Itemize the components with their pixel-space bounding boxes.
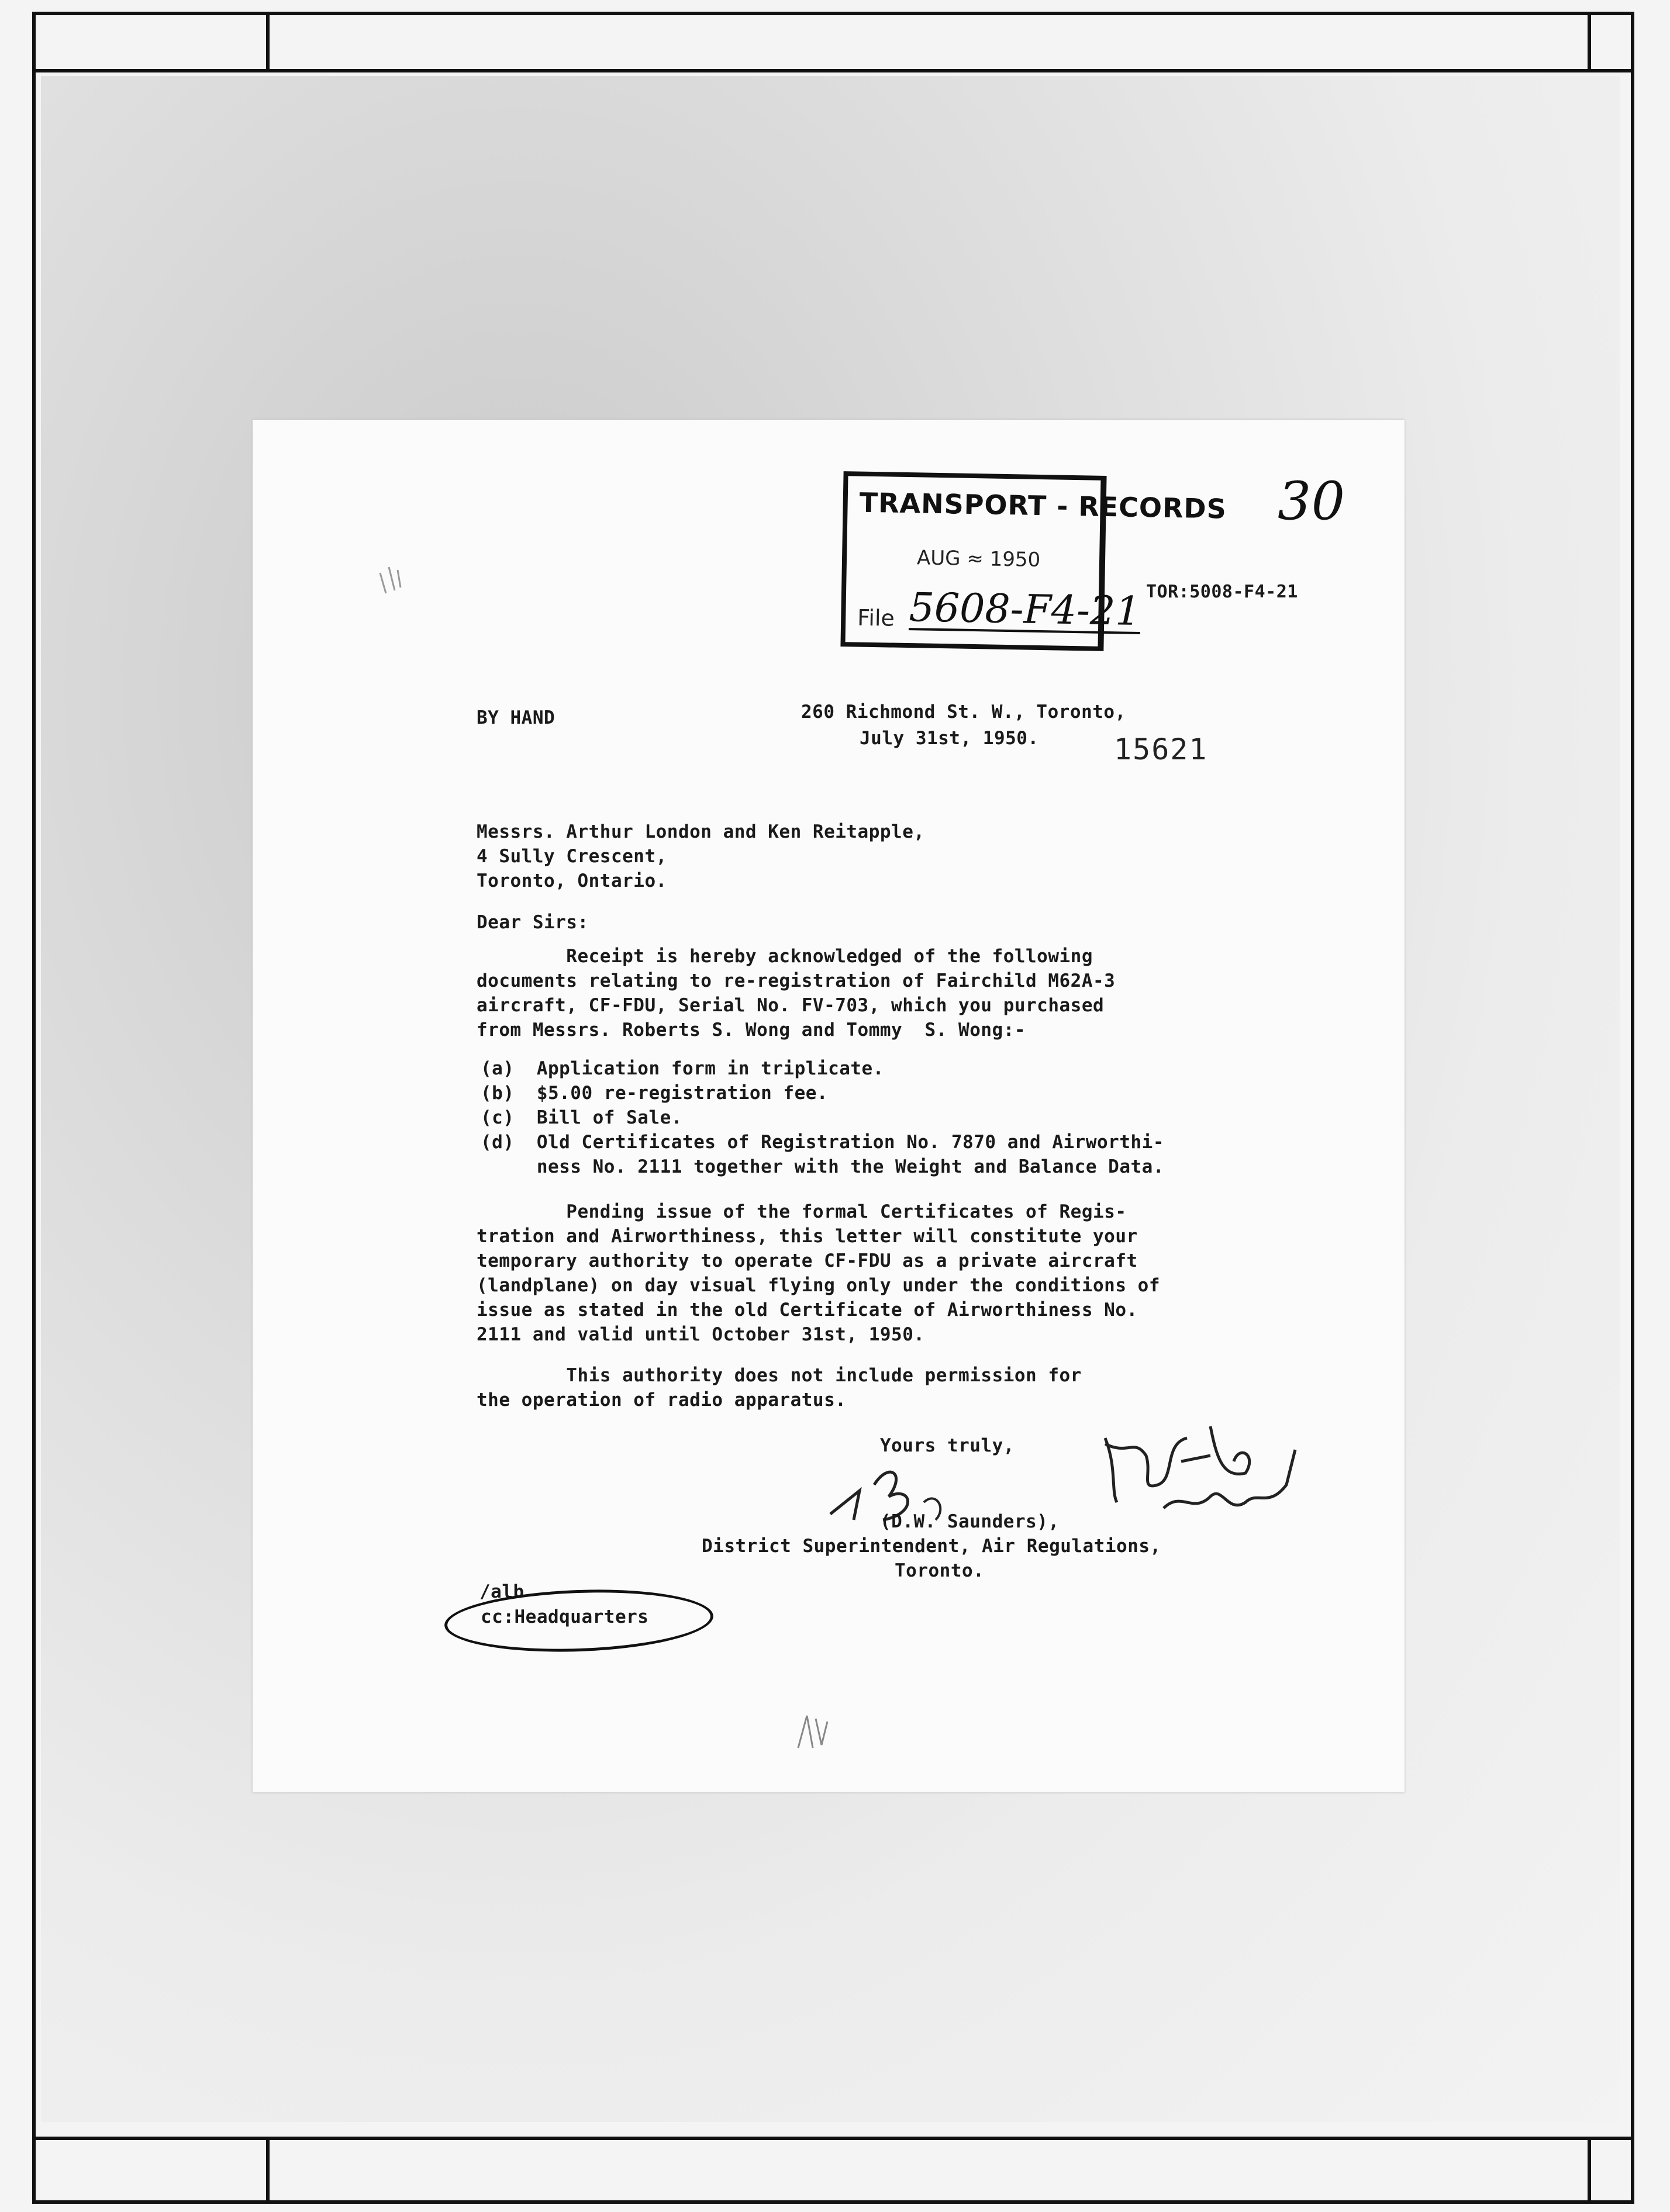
carbon-copy-line: cc:Headquarters: [481, 1606, 649, 1627]
recipient-line-3: Toronto, Ontario.: [477, 870, 667, 891]
pencil-initials: [789, 1707, 836, 1760]
page-number: 30: [1278, 471, 1345, 532]
paragraph-1-line-2: documents relating to re-registration of Fairchild M62A-3: [477, 970, 1116, 991]
paragraph-2-line-5: issue as stated in the old Certificate of Airworthiness No.: [477, 1299, 1138, 1321]
letter-paper: [253, 420, 1405, 1792]
list-item-d: (d) Old Certificates of Registration No. 7870 and Airworthi-: [481, 1132, 1164, 1153]
handwritten-noted-note: [1093, 1420, 1304, 1526]
list-item-d-continued: ness No. 2111 together with the Weight and Balance Data.: [481, 1156, 1164, 1177]
recipient-line-2: 4 Sully Crescent,: [477, 846, 667, 867]
frame-tick-bl: [266, 2140, 270, 2204]
paragraph-3-line-2: the operation of radio apparatus.: [477, 1390, 847, 1411]
frame-tick-tl: [266, 12, 270, 70]
paragraph-2-line-6: 2111 and valid until October 31st, 1950.: [477, 1324, 925, 1345]
paragraph-1-line-4: from Messrs. Roberts S. Wong and Tommy S. Wong:-: [477, 1019, 1026, 1041]
stamp-file-number: 5608-F4-21: [908, 585, 1141, 635]
frame-bottom-rule: [32, 2137, 1634, 2140]
stamp-date: AUG ≈ 1950: [916, 546, 1041, 572]
list-item-a: (a) Application form in triplicate.: [481, 1058, 884, 1079]
signer-location: Toronto.: [895, 1560, 985, 1581]
paragraph-1-line-3: aircraft, CF-FDU, Serial No. FV-703, which you purchased: [477, 995, 1105, 1016]
signer-title: District Superintendent, Air Regulations,: [702, 1536, 1161, 1557]
stamp-file-label: File: [857, 604, 895, 631]
frame-tick-tr: [1588, 12, 1591, 70]
paragraph-2-line-2: tration and Airworthiness, this letter will constitute your: [477, 1226, 1138, 1247]
paragraph-3-line-1: This authority does not include permission for: [477, 1365, 1082, 1386]
recipient-line-1: Messrs. Arthur London and Ken Reitapple,: [477, 821, 925, 842]
delivery-method: BY HAND: [477, 707, 555, 728]
sender-address-line-1: 260 Richmond St. W., Toronto,: [801, 701, 1126, 723]
pencil-mark: [374, 561, 409, 602]
signer-name: (D.W. Saunders),: [880, 1511, 1060, 1532]
letter-date: July 31st, 1950.: [860, 728, 1039, 749]
typist-initials: /alb: [479, 1581, 525, 1602]
paragraph-2-line-1: Pending issue of the formal Certificates of Regis-: [477, 1201, 1127, 1222]
salutation: Dear Sirs:: [477, 912, 589, 933]
closing: Yours truly,: [880, 1435, 1015, 1456]
paragraph-1-line-1: Receipt is hereby acknowledged of the following: [477, 946, 1093, 967]
document-number: 15621: [1114, 732, 1208, 766]
paragraph-2-line-4: (landplane) on day visual flying only under the conditions of: [477, 1275, 1160, 1296]
reference-number: TOR:5008-F4-21: [1146, 582, 1298, 602]
list-item-c: (c) Bill of Sale.: [481, 1107, 682, 1128]
paragraph-2-line-3: temporary authority to operate CF-FDU as a private aircraft: [477, 1250, 1138, 1271]
stamp-title: TRANSPORT - RECORDS: [859, 486, 1227, 525]
list-item-b: (b) $5.00 re-registration fee.: [481, 1083, 829, 1104]
frame-tick-br: [1588, 2140, 1591, 2204]
frame-top-rule: [32, 69, 1634, 72]
